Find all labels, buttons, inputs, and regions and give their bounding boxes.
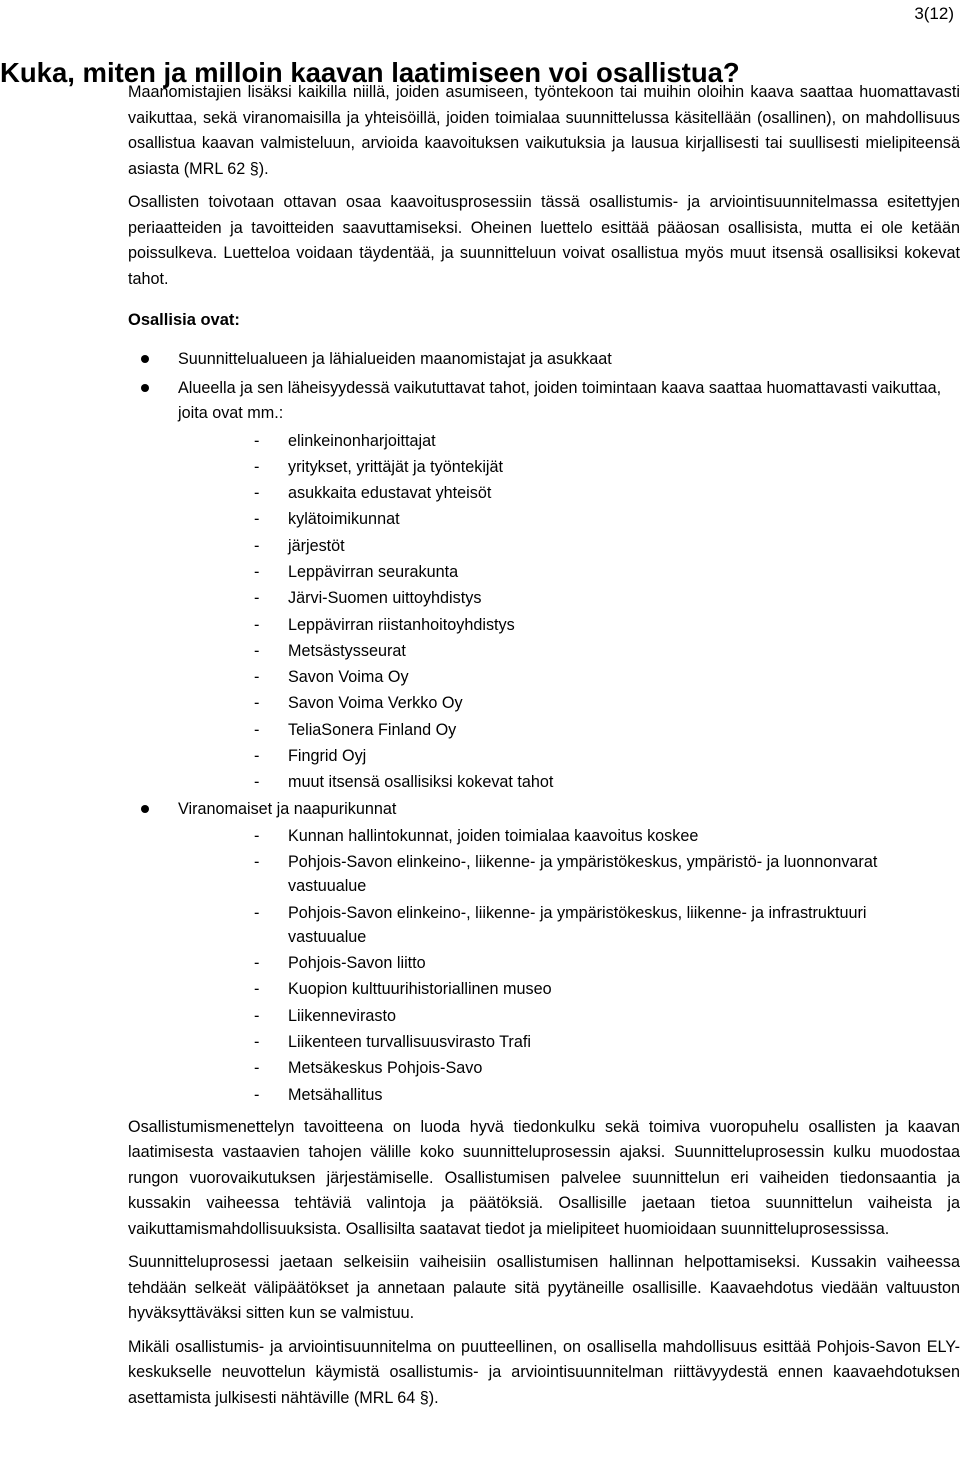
dash-marker: - <box>254 827 260 846</box>
sub-list-item <box>178 718 960 744</box>
sub-list-item-text: Liikenteen turvallisuusvirasto Trafi <box>288 1032 531 1051</box>
sub-list-item-text: TeliaSonera Finland Oy <box>288 720 457 739</box>
page-title: Kuka, miten ja milloin kaavan laatimiseen voi osallistua? <box>0 57 740 88</box>
sub-list-item-text: Pohjois-Savon elinkeino-, liikenne- ja ympäristökeskus, ympäristö- ja luonnonvarat vastuualue <box>288 853 878 896</box>
sub-list-item <box>178 850 960 900</box>
phases-paragraph: Suunnitteluprosessi jaetaan selkeisiin vaiheisiin osallistumisen hallinnan helpottamiseksi. Kussakin vaiheessa tehdään selkeät välipäätökset ja annetaan palaute sitä pyytäneille osallisille. Kaavaehdotus viedään valtuuston hyväksyttäväksi sitten kun se valmistuu. <box>128 1253 960 1323</box>
sub-list-item-text: Metsästysseurat <box>288 641 406 660</box>
sub-list-item-text: järjestöt <box>288 536 345 555</box>
sub-list-item-text: Liikennevirasto <box>288 1006 396 1025</box>
sub-list-item <box>178 429 960 455</box>
document-body <box>128 80 960 1411</box>
sub-list-item <box>178 770 960 796</box>
sub-list-item <box>178 1056 960 1082</box>
dash-marker: - <box>254 747 260 766</box>
sub-list-item-text: Pohjois-Savon liitto <box>288 954 426 973</box>
dash-marker: - <box>254 1085 260 1104</box>
sub-list-item <box>178 586 960 612</box>
sub-list-item-text: muut itsensä osallisiksi kokevat tahot <box>288 773 554 792</box>
list-item-text: Viranomaiset ja naapurikunnat <box>178 799 397 818</box>
sub-list-item <box>178 665 960 691</box>
sub-list-item-text: Fingrid Oyj <box>288 747 367 766</box>
sub-list-item <box>178 691 960 717</box>
section-title: Osallisia ovat: <box>128 311 240 329</box>
sub-list-item-text: Leppävirran seurakunta <box>288 562 459 581</box>
sub-list-item <box>178 534 960 560</box>
list-item <box>128 347 960 373</box>
sub-list-item-text: Kunnan hallintokunnat, joiden toimialaa kaavoitus koskee <box>288 827 699 846</box>
sub-list-item-text: asukkaita edustavat yhteisöt <box>288 484 492 503</box>
dash-marker: - <box>254 954 260 973</box>
dash-marker: - <box>254 589 260 608</box>
dash-marker: - <box>254 980 260 999</box>
dash-marker: - <box>254 1006 260 1025</box>
sub-list-item <box>178 1004 960 1030</box>
sub-list-item <box>178 1083 960 1109</box>
sub-list-item <box>178 824 960 850</box>
sub-list-item <box>178 1030 960 1056</box>
list-item-text: Alueella ja sen läheisyydessä vaikututtavat tahot, joiden toimintaan kaava saattaa huomattavasti vaikuttaa, joita ovat mm.: <box>178 378 942 422</box>
participants-list <box>128 347 960 1109</box>
page-number: 3(12) <box>914 4 954 23</box>
dash-marker: - <box>254 536 260 555</box>
sub-list-item <box>178 951 960 977</box>
list-item-text: Suunnittelualueen ja lähialueiden maanomistajat ja asukkaat <box>178 350 612 368</box>
sub-list-item-text: kylätoimikunnat <box>288 510 400 529</box>
sub-list <box>178 824 960 1109</box>
sub-list <box>178 429 960 797</box>
list-item <box>128 797 960 1109</box>
dash-marker: - <box>254 668 260 687</box>
sub-list-item-text: Leppävirran riistanhoitoyhdistys <box>288 615 515 634</box>
dash-marker: - <box>254 903 260 922</box>
dash-marker: - <box>254 457 260 476</box>
sub-list-item-text: Pohjois-Savon elinkeino-, liikenne- ja ympäristökeskus, liikenne- ja infrastruktuuri vastuualue <box>288 903 867 946</box>
process-paragraph: Osallistumismenettelyn tavoitteena on luoda hyvä tiedonkulku sekä toimiva vuoropuhelu osallisten ja kaavan laatimisesta vastaavien tahojen välille koko suunnitteluprosessin ajaksi. Suunnitteluprosessin kulku muodostaa rungon vuorovaikutuksen järjestämiselle. Osallistumisen palvelee suunnittelun eri vaiheiden tiedonsaantia ja kussakin vaiheessa tehtäviä valintoja ja päätöksiä. Osallisille jaetaan tietoa suunnittelun vaiheista ja vaikuttamismahdollisuuksista. Osallisilta saatavat tiedot ja mielipiteet huomioidaan suunnitteluprosessissa. <box>128 1117 960 1238</box>
intro-paragraph: Maanomistajien lisäksi kaikilla niillä, joiden asumiseen, työntekoon tai muihin oloihin kaava saattaa huomattavasti vaikuttaa, sekä viranomaisilla ja yhteisöillä, joiden toimialaa suunnittelussa käsitellään (osallinen), on mahdollisuus osallistua kaavan valmisteluun, arvioida kaavoituksen vaikutuksia ja lausua kirjallisesti tai suullisesti mielipiteensä asiasta (MRL 62 §). <box>128 83 960 178</box>
negotiation-paragraph: Mikäli osallistumis- ja arviointisuunnitelma on puutteellinen, on osallisella mahdollisuus esittää Pohjois-Savon ELY-keskukselle neuvottelun käymistä osallistumis- ja arviointisuunnitelman riittävyydestä ennen kaavaehdotuksen asettamista julkisesti nähtäville (MRL 64 §). <box>128 1337 960 1407</box>
sub-list-item <box>178 901 960 951</box>
sub-list-item <box>178 744 960 770</box>
dash-marker: - <box>254 773 260 792</box>
sub-list-item <box>178 455 960 481</box>
bullet-icon <box>141 384 149 392</box>
sub-list-item-text: Kuopion kulttuurihistoriallinen museo <box>288 980 552 999</box>
sub-list-item <box>178 613 960 639</box>
list-item <box>128 376 960 797</box>
dash-marker: - <box>254 694 260 713</box>
bullet-icon <box>141 355 149 363</box>
participants-paragraph: Osallisten toivotaan ottavan osaa kaavoitusprosessiin tässä osallistumis- ja arviointisuunnitelmassa esitettyjen periaatteiden ja tavoitteiden saavuttamiseksi. Oheinen luettelo esittää pääosan osallisista, mutta ei ole ketään poissulkeva. Luetteloa voidaan täydentää, ja suunnitteluun voivat osallistua myös muut itsensä osallisiksi kokevat tahot. <box>128 193 960 288</box>
sub-list-item <box>178 639 960 665</box>
sub-list-item <box>178 507 960 533</box>
dash-marker: - <box>254 562 260 581</box>
dash-marker: - <box>254 615 260 634</box>
dash-marker: - <box>254 853 260 872</box>
dash-marker: - <box>254 641 260 660</box>
dash-marker: - <box>254 1032 260 1051</box>
sub-list-item-text: yritykset, yrittäjät ja työntekijät <box>288 457 504 476</box>
sub-list-item-text: Järvi-Suomen uittoyhdistys <box>288 589 482 608</box>
dash-marker: - <box>254 1059 260 1078</box>
dash-marker: - <box>254 484 260 503</box>
sub-list-item <box>178 481 960 507</box>
sub-list-item <box>178 977 960 1003</box>
bullet-icon <box>141 805 149 813</box>
sub-list-item-text: Savon Voima Oy <box>288 668 409 687</box>
sub-list-item <box>178 560 960 586</box>
sub-list-item-text: elinkeinonharjoittajat <box>288 431 436 450</box>
sub-list-item-text: Metsäkeskus Pohjois-Savo <box>288 1059 483 1078</box>
dash-marker: - <box>254 720 260 739</box>
dash-marker: - <box>254 510 260 529</box>
sub-list-item-text: Savon Voima Verkko Oy <box>288 694 463 713</box>
sub-list-item-text: Metsähallitus <box>288 1085 383 1104</box>
dash-marker: - <box>254 431 260 450</box>
